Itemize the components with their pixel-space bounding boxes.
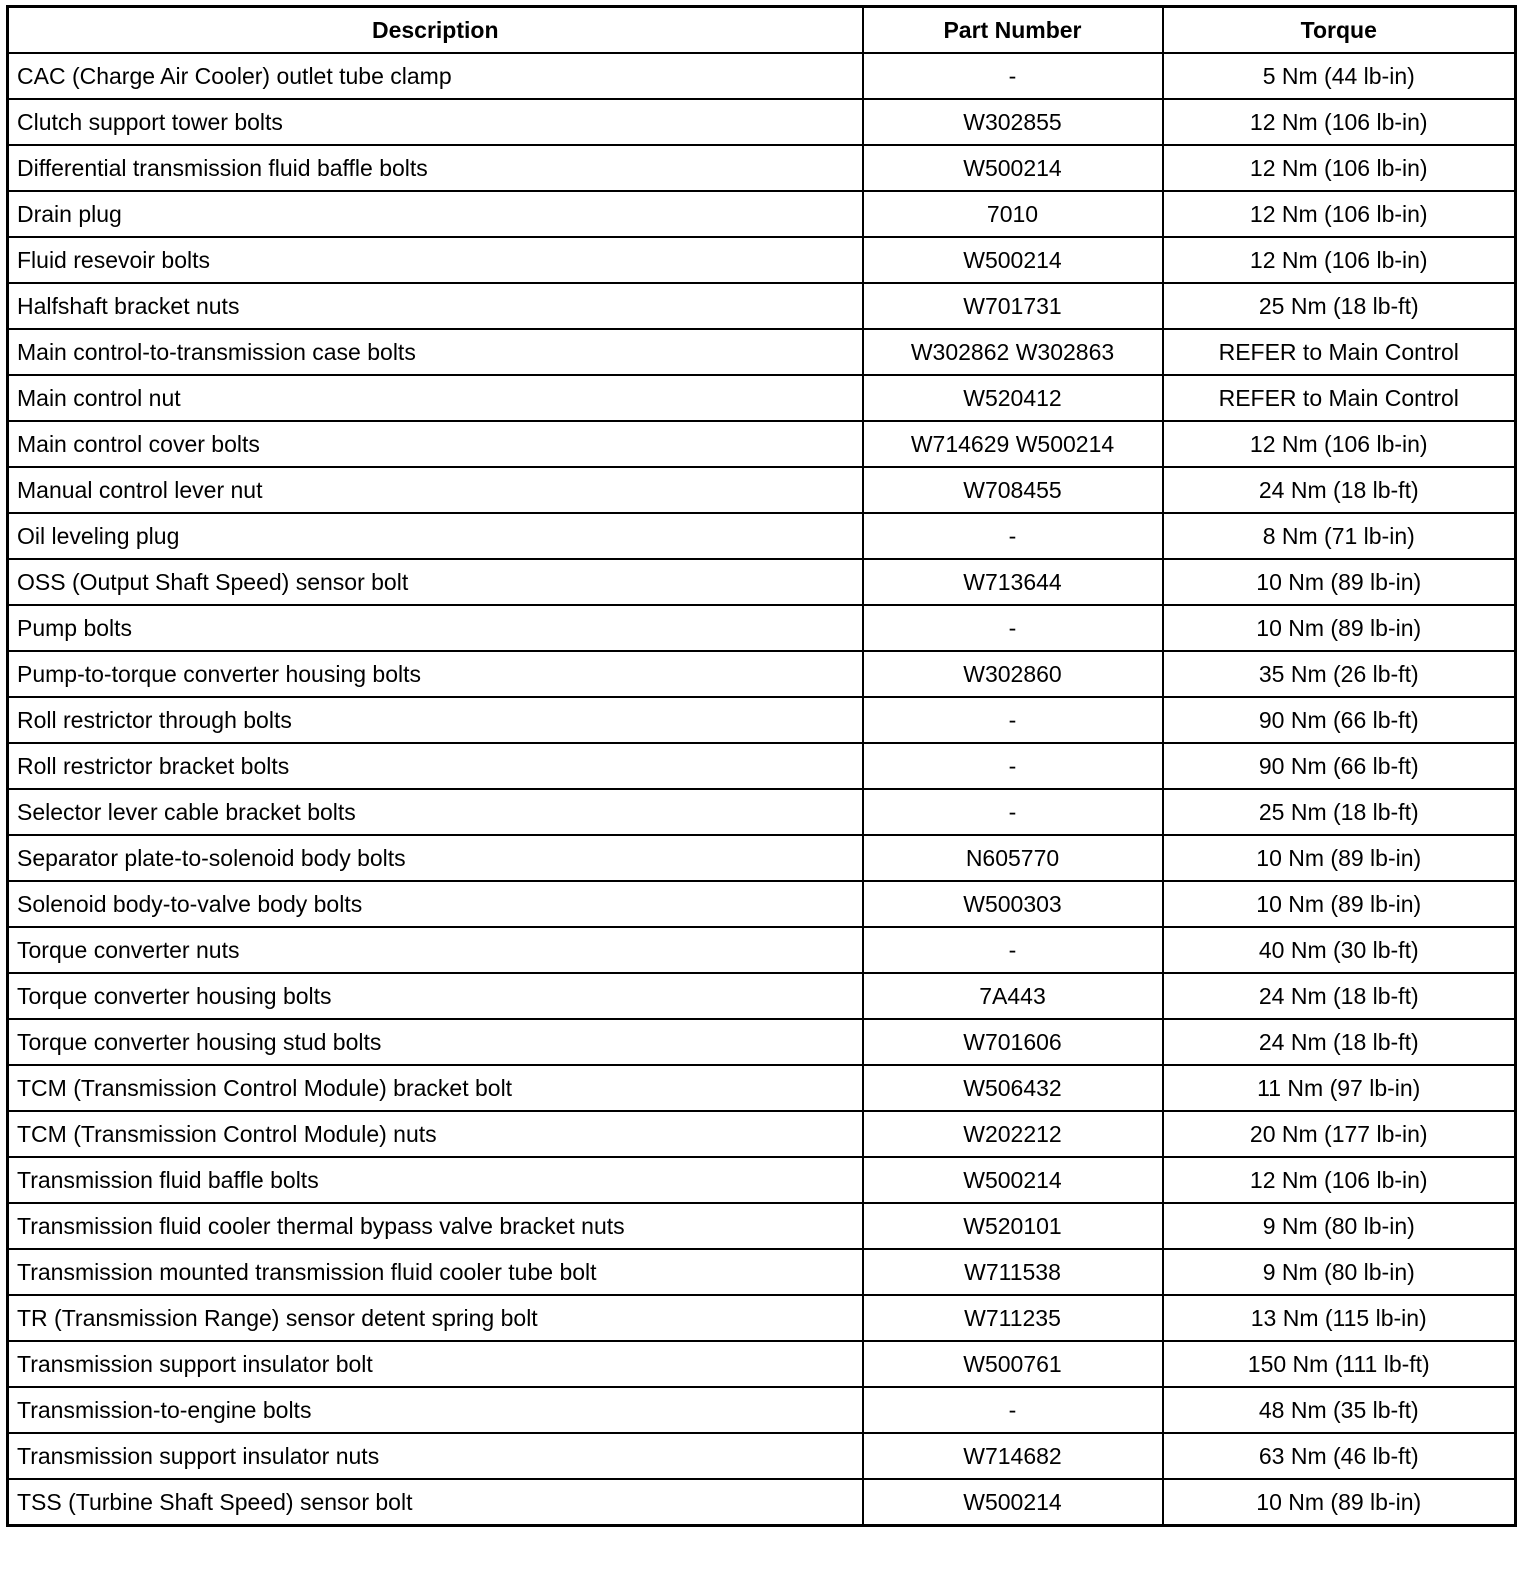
cell-part-number: W520412 [863, 375, 1163, 421]
cell-torque: 90 Nm (66 lb-ft) [1163, 697, 1516, 743]
cell-description: CAC (Charge Air Cooler) outlet tube clamp [8, 53, 863, 99]
cell-part-number: W500303 [863, 881, 1163, 927]
table-row [8, 973, 1516, 1019]
torque-specification-table [6, 5, 1517, 1527]
torque-specification-sheet [6, 5, 1514, 1527]
cell-part-number: W713644 [863, 559, 1163, 605]
table-row [8, 145, 1516, 191]
cell-part-number: W500214 [863, 1157, 1163, 1203]
header-torque: Torque [1163, 7, 1516, 54]
table-row [8, 651, 1516, 697]
cell-description: Differential transmission fluid baffle bolts [8, 145, 863, 191]
cell-part-number: W520101 [863, 1203, 1163, 1249]
header-row [8, 7, 1516, 54]
cell-description: Manual control lever nut [8, 467, 863, 513]
table-row [8, 1203, 1516, 1249]
table-row [8, 1433, 1516, 1479]
cell-description: Torque converter housing stud bolts [8, 1019, 863, 1065]
cell-part-number: W202212 [863, 1111, 1163, 1157]
cell-torque: 10 Nm (89 lb-in) [1163, 835, 1516, 881]
cell-part-number: - [863, 53, 1163, 99]
cell-torque: 10 Nm (89 lb-in) [1163, 881, 1516, 927]
cell-description: Roll restrictor bracket bolts [8, 743, 863, 789]
cell-torque: 8 Nm (71 lb-in) [1163, 513, 1516, 559]
cell-torque: 150 Nm (111 lb-ft) [1163, 1341, 1516, 1387]
cell-part-number: W302855 [863, 99, 1163, 145]
cell-torque: 12 Nm (106 lb-in) [1163, 145, 1516, 191]
cell-description: Transmission support insulator bolt [8, 1341, 863, 1387]
cell-torque: 12 Nm (106 lb-in) [1163, 191, 1516, 237]
cell-description: TR (Transmission Range) sensor detent spring bolt [8, 1295, 863, 1341]
cell-description: Main control cover bolts [8, 421, 863, 467]
cell-description: Torque converter housing bolts [8, 973, 863, 1019]
cell-torque: 13 Nm (115 lb-in) [1163, 1295, 1516, 1341]
table-row [8, 1157, 1516, 1203]
cell-description: TCM (Transmission Control Module) nuts [8, 1111, 863, 1157]
cell-description: Transmission support insulator nuts [8, 1433, 863, 1479]
cell-description: Separator plate-to-solenoid body bolts [8, 835, 863, 881]
cell-description: OSS (Output Shaft Speed) sensor bolt [8, 559, 863, 605]
cell-part-number: W714629 W500214 [863, 421, 1163, 467]
cell-torque: 10 Nm (89 lb-in) [1163, 605, 1516, 651]
header-part-number: Part Number [863, 7, 1163, 54]
cell-part-number: W506432 [863, 1065, 1163, 1111]
cell-part-number: W500214 [863, 145, 1163, 191]
cell-part-number: - [863, 743, 1163, 789]
table-row [8, 789, 1516, 835]
cell-description: Main control nut [8, 375, 863, 421]
cell-description: Clutch support tower bolts [8, 99, 863, 145]
cell-description: Drain plug [8, 191, 863, 237]
cell-torque: 63 Nm (46 lb-ft) [1163, 1433, 1516, 1479]
cell-part-number: W708455 [863, 467, 1163, 513]
cell-part-number: - [863, 513, 1163, 559]
table-row [8, 191, 1516, 237]
cell-part-number: - [863, 605, 1163, 651]
cell-part-number: W711538 [863, 1249, 1163, 1295]
cell-description: Main control-to-transmission case bolts [8, 329, 863, 375]
table-row [8, 927, 1516, 973]
table-row [8, 1387, 1516, 1433]
cell-torque: 9 Nm (80 lb-in) [1163, 1249, 1516, 1295]
header-description: Description [8, 7, 863, 54]
cell-part-number: - [863, 1387, 1163, 1433]
cell-part-number: 7A443 [863, 973, 1163, 1019]
cell-torque: 11 Nm (97 lb-in) [1163, 1065, 1516, 1111]
cell-part-number: W711235 [863, 1295, 1163, 1341]
cell-part-number: W500214 [863, 1479, 1163, 1526]
table-row [8, 1479, 1516, 1526]
cell-torque: 10 Nm (89 lb-in) [1163, 1479, 1516, 1526]
cell-torque: 20 Nm (177 lb-in) [1163, 1111, 1516, 1157]
cell-part-number: W714682 [863, 1433, 1163, 1479]
cell-torque: 24 Nm (18 lb-ft) [1163, 973, 1516, 1019]
cell-description: Transmission mounted transmission fluid cooler tube bolt [8, 1249, 863, 1295]
table-row [8, 1341, 1516, 1387]
cell-torque: 25 Nm (18 lb-ft) [1163, 283, 1516, 329]
cell-torque: 9 Nm (80 lb-in) [1163, 1203, 1516, 1249]
cell-part-number: W302862 W302863 [863, 329, 1163, 375]
table-row [8, 743, 1516, 789]
cell-torque: 48 Nm (35 lb-ft) [1163, 1387, 1516, 1433]
table-row [8, 1249, 1516, 1295]
table-row [8, 283, 1516, 329]
cell-description: Solenoid body-to-valve body bolts [8, 881, 863, 927]
table-row [8, 835, 1516, 881]
cell-description: Halfshaft bracket nuts [8, 283, 863, 329]
cell-torque: 40 Nm (30 lb-ft) [1163, 927, 1516, 973]
cell-part-number: W701731 [863, 283, 1163, 329]
cell-description: Pump-to-torque converter housing bolts [8, 651, 863, 697]
cell-torque: 5 Nm (44 lb-in) [1163, 53, 1516, 99]
table-row [8, 329, 1516, 375]
table-row [8, 375, 1516, 421]
table-row [8, 559, 1516, 605]
cell-description: Oil leveling plug [8, 513, 863, 559]
table-row [8, 1019, 1516, 1065]
cell-torque: 12 Nm (106 lb-in) [1163, 421, 1516, 467]
cell-description: Transmission fluid cooler thermal bypass valve bracket nuts [8, 1203, 863, 1249]
cell-description: Selector lever cable bracket bolts [8, 789, 863, 835]
cell-torque: REFER to Main Control [1163, 329, 1516, 375]
cell-torque: 35 Nm (26 lb-ft) [1163, 651, 1516, 697]
cell-torque: 12 Nm (106 lb-in) [1163, 1157, 1516, 1203]
cell-torque: 10 Nm (89 lb-in) [1163, 559, 1516, 605]
cell-torque: 90 Nm (66 lb-ft) [1163, 743, 1516, 789]
cell-part-number: W302860 [863, 651, 1163, 697]
table-row [8, 1065, 1516, 1111]
cell-description: TCM (Transmission Control Module) bracket bolt [8, 1065, 863, 1111]
cell-description: TSS (Turbine Shaft Speed) sensor bolt [8, 1479, 863, 1526]
table-row [8, 99, 1516, 145]
cell-description: Transmission fluid baffle bolts [8, 1157, 863, 1203]
cell-description: Pump bolts [8, 605, 863, 651]
cell-part-number: 7010 [863, 191, 1163, 237]
cell-description: Fluid resevoir bolts [8, 237, 863, 283]
cell-torque: 24 Nm (18 lb-ft) [1163, 1019, 1516, 1065]
table-row [8, 237, 1516, 283]
table-row [8, 605, 1516, 651]
table-row [8, 513, 1516, 559]
cell-description: Transmission-to-engine bolts [8, 1387, 863, 1433]
table-row [8, 1295, 1516, 1341]
cell-part-number: N605770 [863, 835, 1163, 881]
cell-part-number: - [863, 789, 1163, 835]
table-row [8, 1111, 1516, 1157]
table-body [8, 53, 1516, 1526]
cell-part-number: - [863, 697, 1163, 743]
table-row [8, 53, 1516, 99]
cell-part-number: W500214 [863, 237, 1163, 283]
table-row [8, 697, 1516, 743]
cell-torque: REFER to Main Control [1163, 375, 1516, 421]
table-row [8, 881, 1516, 927]
cell-torque: 12 Nm (106 lb-in) [1163, 237, 1516, 283]
table-row [8, 421, 1516, 467]
table-header [8, 7, 1516, 54]
cell-description: Roll restrictor through bolts [8, 697, 863, 743]
cell-part-number: W701606 [863, 1019, 1163, 1065]
cell-torque: 24 Nm (18 lb-ft) [1163, 467, 1516, 513]
cell-torque: 25 Nm (18 lb-ft) [1163, 789, 1516, 835]
table-row [8, 467, 1516, 513]
cell-part-number: W500761 [863, 1341, 1163, 1387]
cell-description: Torque converter nuts [8, 927, 863, 973]
cell-part-number: - [863, 927, 1163, 973]
cell-torque: 12 Nm (106 lb-in) [1163, 99, 1516, 145]
